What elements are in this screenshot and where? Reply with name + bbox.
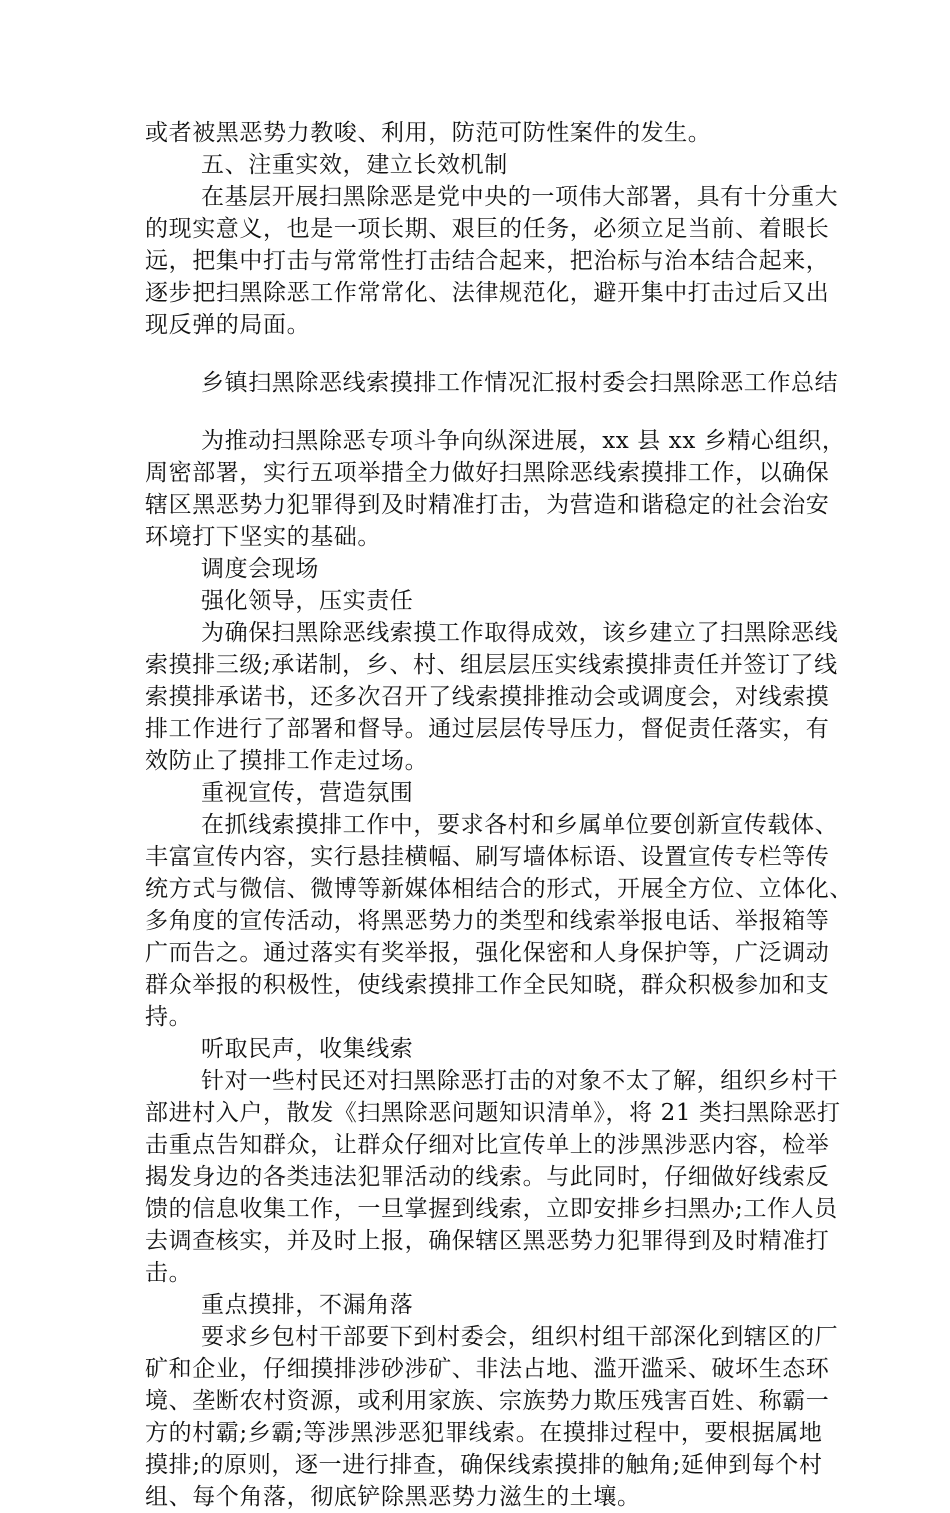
- paragraph-line: 击。: [145, 1260, 193, 1286]
- paragraph-line: 统方式与微信、微博等新媒体相结合的形式，开展全方位、立体化、: [145, 876, 853, 902]
- section-heading: 重点摸排，不漏角落: [201, 1292, 414, 1318]
- section-heading: 听取民声，收集线索: [201, 1036, 414, 1062]
- paragraph-line: 摸排;的原则，逐一进行排查，确保线索摸排的触角;延伸到每个村: [145, 1452, 823, 1478]
- paragraph-line: 组、每个角落，彻底铲除黑恶势力滋生的土壤。: [145, 1484, 641, 1510]
- section-heading: 强化领导，压实责任: [201, 588, 414, 614]
- section-heading: 重视宣传，营造氛围: [201, 780, 414, 806]
- paragraph-line: 针对一些村民还对扫黑除恶打击的对象不太了解，组织乡村干: [201, 1068, 839, 1094]
- paragraph-line: 辖区黑恶势力犯罪得到及时精准打击，为营造和谐稳定的社会治安: [145, 492, 830, 518]
- paragraph-line: 为确保扫黑除恶线索摸工作取得成效，该乡建立了扫黑除恶线: [201, 620, 839, 646]
- paragraph-line: 境、垄断农村资源，或利用家族、宗族势力欺压残害百姓、称霸一: [145, 1388, 830, 1414]
- section-heading: 五、注重实效，建立长效机制: [201, 152, 508, 178]
- paragraph-line: 索摸排承诺书，还多次召开了线索摸排推动会或调度会，对线索摸: [145, 684, 830, 710]
- paragraph-line: 周密部署，实行五项举措全力做好扫黑除恶线索摸排工作，以确保: [145, 460, 830, 486]
- paragraph-line: 群众举报的积极性，使线索摸排工作全民知晓，群众积极参加和支: [145, 972, 830, 998]
- paragraph-line: 或者被黑恶势力教唆、利用，防范可防性案件的发生。: [145, 120, 712, 146]
- paragraph-line: 远，把集中打击与常常性打击结合起来，把治标与治本结合起来，: [145, 248, 830, 274]
- paragraph-line: 广而告之。通过落实有奖举报，强化保密和人身保护等，广泛调动: [145, 940, 830, 966]
- paragraph-line: 效防止了摸排工作走过场。: [145, 748, 429, 774]
- paragraph-line: 为推动扫黑除恶专项斗争向纵深进展，xx 县 xx 乡精心组织，: [201, 428, 846, 454]
- article-title: 乡镇扫黑除恶线索摸排工作情况汇报村委会扫黑除恶工作总结: [201, 370, 839, 396]
- paragraph-line: 排工作进行了部署和督导。通过层层传导压力，督促责任落实，有: [145, 716, 830, 742]
- paragraph-line: 揭发身边的各类违法犯罪活动的线索。与此同时，仔细做好线索反: [145, 1164, 830, 1190]
- paragraph-line: 去调查核实，并及时上报，确保辖区黑恶势力犯罪得到及时精准打: [145, 1228, 830, 1254]
- paragraph-line: 部进村入户，散发《扫黑除恶问题知识清单》，将 21 类扫黑除恶打: [145, 1100, 841, 1126]
- paragraph-line: 在抓线索摸排工作中，要求各村和乡属单位要创新宣传载体、: [201, 812, 839, 838]
- paragraph-line: 持。: [145, 1004, 193, 1030]
- document-page: [145, 117, 853, 1513]
- paragraph-line: 环境打下坚实的基础。: [145, 524, 381, 550]
- paragraph-line: 逐步把扫黑除恶工作常常化、法律规范化，避开集中打击过后又出: [145, 280, 830, 306]
- paragraph-line: 矿和企业，仔细摸排涉砂涉矿、非法占地、滥开滥采、破坏生态环: [145, 1356, 830, 1382]
- paragraph-line: 要求乡包村干部要下到村委会，组织村组干部深化到辖区的厂: [201, 1324, 839, 1350]
- paragraph-line: 在基层开展扫黑除恶是党中央的一项伟大部署，具有十分重大: [201, 184, 839, 210]
- paragraph-line: 多角度的宣传活动，将黑恶势力的类型和线索举报电话、举报箱等: [145, 908, 830, 934]
- image-caption: 调度会现场: [201, 556, 319, 582]
- paragraph-line: 的现实意义，也是一项长期、艰巨的任务，必须立足当前、着眼长: [145, 216, 830, 242]
- paragraph-line: 现反弹的局面。: [145, 312, 311, 338]
- paragraph-line: 丰富宣传内容，实行悬挂横幅、刷写墙体标语、设置宣传专栏等传: [145, 844, 830, 870]
- paragraph-line: 索摸排三级;承诺制，乡、村、组层层压实线索摸排责任并签订了线: [145, 652, 838, 678]
- paragraph-line: 击重点告知群众，让群众仔细对比宣传单上的涉黑涉恶内容，检举: [145, 1132, 830, 1158]
- paragraph-line: 馈的信息收集工作，一旦掌握到线索，立即安排乡扫黑办;工作人员: [145, 1196, 838, 1222]
- paragraph-line: 方的村霸;乡霸;等涉黑涉恶犯罪线索。在摸排过程中，要根据属地: [145, 1420, 823, 1446]
